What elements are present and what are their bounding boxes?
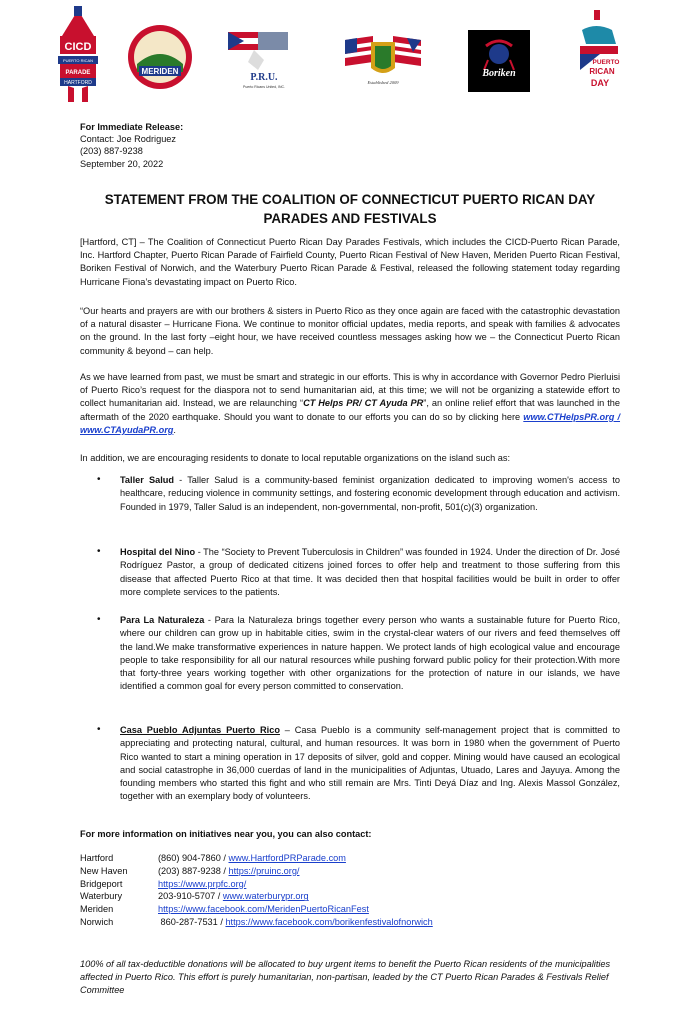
- pr-day-logo-text: PUERTO: [592, 59, 620, 66]
- contact-row: Bridgeport https://www.prpfc.org/: [80, 878, 247, 889]
- bullet-title: Para La Naturaleza: [120, 615, 205, 625]
- svg-text:DAY: DAY: [590, 78, 610, 88]
- bullet-hospital-del-nino: Hospital del Nino - The “Society to Prevent Tuberculosis in Children” was founded in 1924. Under the direction of Dr. José Rodríguez Pastor, a group of dedicated citizens joined forces to offer help and treatment to those suffering from this disease that affected Puerto Rico at that time. It was decided then that hospital facilities would be built in order to offer more complete services to the patients.: [120, 547, 620, 597]
- puerto-rican-day-logo: [576, 10, 622, 102]
- bullet-para-la-naturaleza: Para La Naturaleza - Para la Naturaleza brings together every person who wants a sustainable future for Puerto Rico, where our children can grow up in habitable cities, swim in the crystal-clear waters of our rivers and feed themselves off the land.We make transformative experiences in nature happen. We protect lands of high ecological value and encourage people to take responsibility for all our natural resources while pushing forward public policy for their protection.With more that forty-three years working together with other organizations for the protection of nature in our islands, we have identified a common goal for every person committed to conservation.: [120, 615, 620, 692]
- svg-text:PUERTO RICAN: PUERTO RICAN: [62, 58, 94, 63]
- pru-logo-text: P.R.U.: [250, 72, 278, 83]
- hearts-paragraph: “Our hearts and prayers are with our brothers & sisters in Puerto Rico as they once again are faced with the catastrophic devastation of a natural disaster – Hurricane Fiona. We continue to monitor official updates, media reports, and speak with families & advocates on the ground. In the last forty –eight hour, we have received countless messages asking how we – the Connecticut Puerto Rican community & beyond – can help.: [80, 306, 620, 356]
- bullet-dot: •: [97, 474, 101, 485]
- bullet-dot: •: [97, 724, 101, 735]
- crest-logo-text: Established 2009: [367, 80, 399, 85]
- release-contact: Contact: Joe Rodriguez: [80, 134, 177, 145]
- title-line-1: STATEMENT FROM THE COALITION OF CONNECTICUT PUERTO RICAN DAY: [104, 192, 596, 207]
- svg-text:HARTFORD: HARTFORD: [64, 80, 92, 86]
- cicd-logo: [54, 6, 102, 104]
- bullet-casa-pueblo: Casa Pueblo Adjuntas Puerto Rico – Casa Pueblo is a community self-management project that is committed to appreciating and protecting natural, cultural, and human resources. It was born in 1980 when the government of Puerto Rico wanted to start a mining operation in 17 deposits of silver, gold and copper. Mining would have caused an ecological and social catastrophe in 36,000 cuerdas of land in the municipalities of Adjuntas, Utuado, Lares and Jayuya. Among the founding members who started this fight and who still remain are Mrs. Tinti Deyá Díaz and Ing. Alexis Massol González, together with an exemplary body of volunteers.: [120, 725, 620, 802]
- meriden-logo-text: MERIDEN: [141, 67, 179, 76]
- contact-row: Norwich 860-287-7531 / https://www.facebook.com/borikenfestivalofnorwich: [80, 916, 433, 927]
- bullet-title: Hospital del Nino: [120, 547, 196, 557]
- contact-row: Hartford (860) 904-7860 / www.HartfordPRParade.com: [80, 853, 346, 863]
- addition-paragraph: In addition, we are encouraging residents to donate to local reputable organizations on the island such as:: [80, 453, 511, 463]
- release-info: [80, 121, 620, 170]
- intro-paragraph: [Hartford, CT] – The Coalition of Connecticut Puerto Rican Day Parades Festivals, which includes the CICD-Puerto Rican Parade, Inc. Hartford Chapter, Puerto Rican Parade of Fairfield County, Puerto Rican Festival of New Haven, Meriden Puerto Rican Festival, Boriken Festival of Norwich, and the Waterbury Puerto Rican Parade & Festival, released the following statement today regarding Hurricane Fiona’s devastating impact on Puerto Rico.: [80, 237, 620, 287]
- release-heading: For Immediate Release:: [80, 122, 184, 132]
- contact-link[interactable]: https://www.prpfc.org/: [158, 878, 247, 889]
- bullet-title: Casa Pueblo Adjuntas Puerto Rico: [120, 725, 280, 735]
- bullet-taller-salud: Taller Salud - Taller Salud is a community-based feminist organization dedicated to improving women's access to healthcare, reducing violence in community settings, and fostering economic development through education and activism. Founded in 1979, Taller Salud is an independent, non-governmental, non-profit, 501(c)(3) organization.: [120, 475, 620, 512]
- svg-text:RICAN: RICAN: [589, 67, 615, 76]
- contacts-heading: For more information on initiatives near you, you can also contact:: [80, 829, 372, 839]
- cicd-logo-text: CICD: [64, 41, 92, 53]
- footer-note: 100% of all tax-deductible donations will be allocated to buy urgent items to benefit the Puerto Rican residents of the municipalities affected in Puerto Rico. This effort is purely humanitarian, non-partisan, leaded by the CT Puerto Rican Parades & Festivals Relief Committee: [80, 959, 611, 996]
- contact-link[interactable]: https://www.facebook.com/MeridenPuertoRicanFest: [158, 904, 369, 915]
- bullet-dot: •: [97, 546, 101, 557]
- release-phone: (203) 887-9238: [80, 146, 143, 157]
- logo-row: [0, 6, 673, 106]
- learned-relief-name: CT Helps PR/ CT Ayuda PR: [303, 398, 424, 409]
- title-line-2: PARADES AND FESTIVALS: [263, 211, 437, 226]
- learned-text-a: As we have learned from past, we must be smart and strategic in our efforts. This is why in accordance with Governor Pedro Pierluisi of Puerto Rico’s request for the diaspora not to send humanitarian aid, at this time; we will not be organizing a statewide effort to collect humanitarian aid. Instead, we are relaunching “: [80, 372, 620, 409]
- donate-link[interactable]: www.CTHelpsPR.org / www.CTAyudaPR.org: [80, 411, 621, 435]
- pru-logo: [224, 30, 294, 92]
- bullet-title: Taller Salud: [120, 475, 174, 485]
- contact-row: New Haven (203) 887-9238 / https://pruinc.org/: [80, 865, 300, 876]
- svg-text:Puerto Ricans United, INC.: Puerto Ricans United, INC.: [242, 85, 286, 89]
- contact-row: Waterbury 203-910-5707 / www.waterburypr.org: [80, 891, 309, 902]
- meriden-logo: [127, 24, 193, 90]
- contact-link[interactable]: www.waterburypr.org: [222, 891, 309, 902]
- crest-logo: [343, 32, 423, 92]
- contact-row: Meriden https://www.facebook.com/MeridenPuertoRicanFest: [80, 904, 369, 915]
- release-date: September 20, 2022: [80, 158, 164, 169]
- learned-paragraph: As we have learned from past, we must be smart and strategic in our efforts. This is why in accordance with Governor Pedro Pierluisi of Puerto Rico’s request for the diaspora not to send humanitarian aid, at this time; we will not be organizing a statewide effort to collect humanitarian aid. Instead, we are relaunching “CT Helps PR/ CT Ayuda PR”, an online relief effort that was launched in the aftermath of the 2020 earthquake. Should you want to donate to our efforts you can do so by clicking here www.CTHelpsPR.org / www.CTAyudaPR.org.: [80, 372, 621, 435]
- contact-link[interactable]: https://www.facebook.com/borikenfestivalofnorwich: [225, 916, 433, 927]
- bullet-dot: •: [97, 614, 101, 625]
- page-title: [80, 190, 620, 228]
- boriken-logo: [468, 30, 530, 92]
- contact-link[interactable]: https://pruinc.org/: [228, 865, 300, 876]
- contacts-list: [80, 852, 620, 929]
- learned-text-c: ”, an online relief effort that was launched in the aftermath of the 2020 earthquake. Should you want to donate to our efforts you can do so by clicking here: [80, 398, 620, 422]
- contact-link[interactable]: www.HartfordPRParade.com: [228, 853, 346, 863]
- svg-text:PARADE: PARADE: [65, 70, 91, 76]
- boriken-logo-text: Boriken: [482, 68, 516, 79]
